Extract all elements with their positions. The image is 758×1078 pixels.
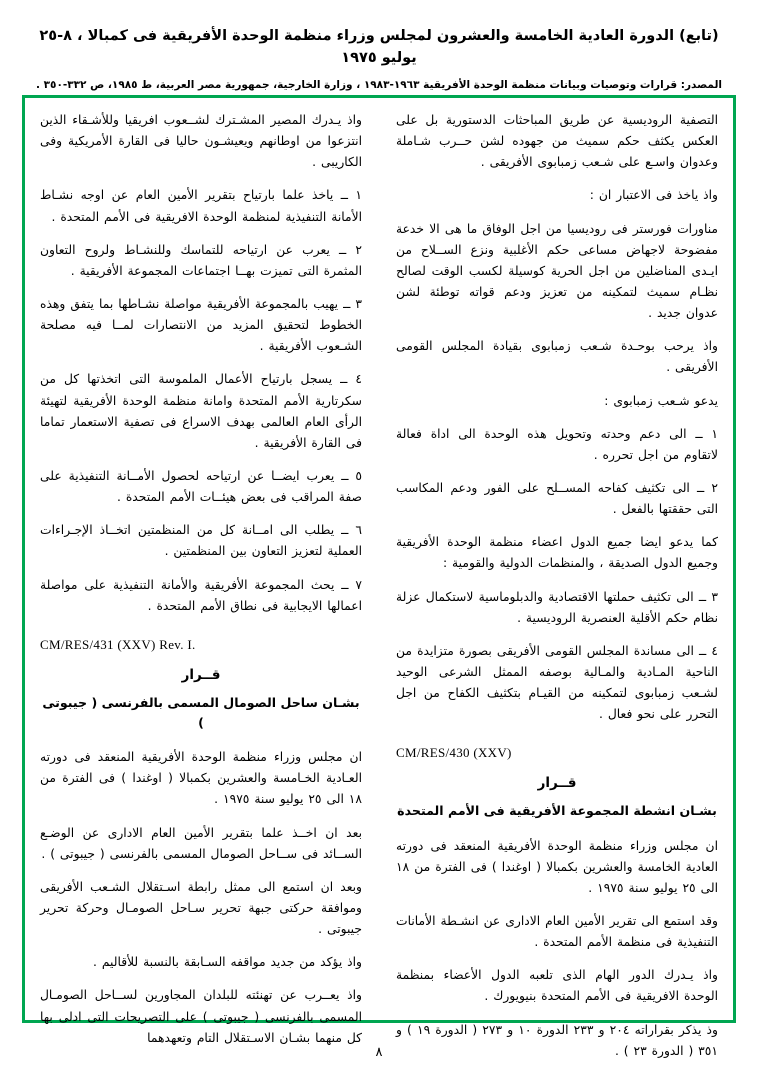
paragraph: واذ يـدرك الدور الهام الذى تلعبه الدول الأعضاء بمنظمة الوحدة الافريقية فى الأمم المتحدة بنيويورك . xyxy=(396,968,718,1004)
page-number: ٨ xyxy=(375,1045,383,1060)
decision-heading: قــرار xyxy=(537,775,577,792)
paragraph: واذ ياخذ فى الاعتبار ان : xyxy=(589,188,718,203)
paragraph: ٣ ــ الى تكثيف حملتها الاقتصادية والدبلوماسية لاستكمال عزلة نظام حكم الأقلية العنصرية الروديسية . xyxy=(396,589,718,625)
left-column xyxy=(40,110,362,1045)
paragraph: وذ يذكر بقراراته ٢٠٤ و ٢٣٣ الدورة ١٠ و ٢٧٣ ( الدورة ١٩ ) و ٣٥١ ( الدورة ٢٣ ) . xyxy=(396,1022,718,1058)
resolution-id: CM/RES/430 (XXV) xyxy=(396,745,512,761)
resolution-id: CM/RES/431 (XXV) Rev. I. xyxy=(40,636,196,652)
right-column xyxy=(396,110,718,1058)
header-title: (تابع) الدورة العادية الخامسة والعشرون لمجلس وزراء منظمة الوحدة الأفريقية فى كمبالا ، ٨-٢٥ يوليو ١٩٧٥ xyxy=(39,28,719,66)
paragraph: التصفية الروديسية عن طريق المباحثات الدستورية بل على العكس يكثف حكم سميث من جهوده لشن حــرب شـاملة وعدوان واسـع على شـعب زمبابوى الأفريقى . xyxy=(396,113,718,170)
paragraph: ٤ ــ الى مساندة المجلس القومى الأفريقى بصورة متزايدة من الناحية المـادية والمـالية بوصفه الممثل الشرعى الوحيد لشـعب زمبابوى لتمكينه من القيـام بتكثيف الكفاح من اجل التحرر على نحو فعال . xyxy=(396,643,718,722)
paragraph: ٦ ــ يطلب الى امــانة كل من المنظمتين اتخــاذ الإجـراءات العملية لتعزيز التعاون بين المنظمتين . xyxy=(40,523,362,559)
paragraph: ٤ ــ يسجل بارتياح الأعمال الملموسة التى اتخذتها كل من سكرتارية الأمم المتحدة وامانة منظمة الوحدة الأفريقية لتهيئة الرأى العام العالمى بهدف الاسراع فى تصفية الاستعمار تماما فى القارة الأفريقية . xyxy=(40,372,362,450)
paragraph: يدعو شـعب زمبابوى : xyxy=(604,393,718,408)
paragraph: ١ ــ ياخذ علما بارتياح بتقرير الأمين العام عن اوجه نشـاط الأمانة التنفيذية لمنظمة الوحدة الافريقية فى الأمم المتحدة . xyxy=(40,188,362,224)
paragraph: واذ يعــرب عن تهنئته للبلدان المجاورين لســاحل الصومـال المسمى بالفرنسى ( جيبوتى ) على التصريحات التى ادلى بها كل منهما بشـان الاسـتقلال التام وتعهدهما xyxy=(40,988,362,1045)
decision-subject: بشـان انشطة المجموعة الأفريقية فى الأمم المتحدة xyxy=(397,803,717,819)
paragraph: ٣ ــ يهيب بالمجموعة الأفريقية مواصلة نشـاطها بما يتفق وهذه الخطوط لتحقيق المزيد من الانتصارات لمــا فيه مصلحة الشـعوب الأفريقية . xyxy=(40,296,362,354)
paragraph: ٥ ــ يعرب ايضــا عن ارتياحه لحصول الأمــانة التنفيذية على صفة المراقب فى بعض هيئــات الأمم المتحدة . xyxy=(40,468,362,505)
paragraph: واذ يؤكد من جديد مواقفه السـابقة بالنسبة للأقاليم . xyxy=(93,955,362,970)
paragraph: وبعد ان استمع الى ممثل رابطة اسـتقلال الشـعب الأفريقى وموافقة حركتى جبهة تحرير سـاحل الصومـال وحركة تحرير جيبوتى . xyxy=(40,879,362,937)
paragraph: بعد ان اخــذ علما بتقرير الأمين العام الادارى عن الوضـع الســائد فى ســاحل الصومال المسمى بالفرنسى ( جيبوتى ) . xyxy=(40,825,362,861)
decision-subject: بشـان ساحل الصومال المسمى بالفرنسى ( جيبوتى ) xyxy=(42,694,360,730)
decision-heading: قــرار xyxy=(181,666,221,683)
header-source: المصدر: قرارات وتوصيات وبيانات منظمة الوحدة الأفريقية ١٩٦٣-١٩٨٣ ، وزارة الخارجية، جمهورية مصر العربية، ط ١٩٨٥، ص ٣٣٢-٣٥٠ . xyxy=(35,78,722,91)
paragraph: ان مجلس وزراء منظمة الوحدة الأفريقية المنعقد فى دورته العادية الخامسة والعشرين بكمبالا ( اوغندا ) فى الفترة من ١٨ الى ٢٥ يوليو سنة ١٩٧٥ . xyxy=(396,838,718,895)
paragraph: مناورات فورستر فى روديسيا من اجل الوفاق ما هى الا خدعة مفضوحة لاجهاض مساعى حكم الأغلبية ونزع الســلاح من ايـدى المناضلين من اجل الحرية كوسيلة لكسب الوقت لصالح نظـام سميث لتمكينه من تعزيز ودعم قواته توطئة لشن عدوان جديد . xyxy=(396,221,718,321)
page-header xyxy=(22,26,736,93)
paragraph: ٢ ــ الى تكثيف كفاحه المســلح على الفور ودعم المكاسب التى حققتها بالفعل . xyxy=(396,480,718,517)
two-column-body xyxy=(40,110,718,1058)
paragraph: واذ يـدرك المصير المشـترك لشــعوب افريقيا وللأشـقاء الذين انتزعوا من اوطانهم ويعيشـون حاليا فى القارة الأمريكية وفى الكاريبى . xyxy=(40,113,362,170)
paragraph: وقد استمع الى تقرير الأمين العام الادارى عن انشـطة الأمانات التنفيذية فى منظمة الأمم المتحدة . xyxy=(396,913,718,950)
paragraph: ١ ــ الى دعم وحدته وتحويل هذه الوحدة الى اداة فعالة لاتقاوم من اجل تحرره . xyxy=(396,426,718,462)
paragraph: واذ يرحب بوحـدة شـعب زمبابوى بقيادة المجلس القومى الأفريقى . xyxy=(396,339,718,375)
paragraph: ٧ ــ يحث المجموعة الأفريقية والأمانة التنفيذية على مواصلة اعمالها الايجابية فى نطاق الأمم المتحدة . xyxy=(40,577,362,613)
paragraph: كما يدعو ايضا جميع الدول اعضاء منظمة الوحدة الأفريقية وجميع الدول الصديقة ، والمنظمات الدولية والقومية : xyxy=(396,535,718,571)
paragraph: ٢ ــ يعرب عن ارتياحه للتماسك وللنشـاط ولروح التعاون المثمرة التى تميزت بهــا اجتماعات المجموعة الأفريقية . xyxy=(40,242,362,278)
paragraph: ان مجلس وزراء منظمة الوحدة الأفريقية المنعقد فى دورته العـادية الخـامسة والعشرين بكمبالا ( اوغندا ) فى الفترة من ١٨ الى ٢٥ يوليو سنة ١٩٧٥ . xyxy=(40,750,362,807)
